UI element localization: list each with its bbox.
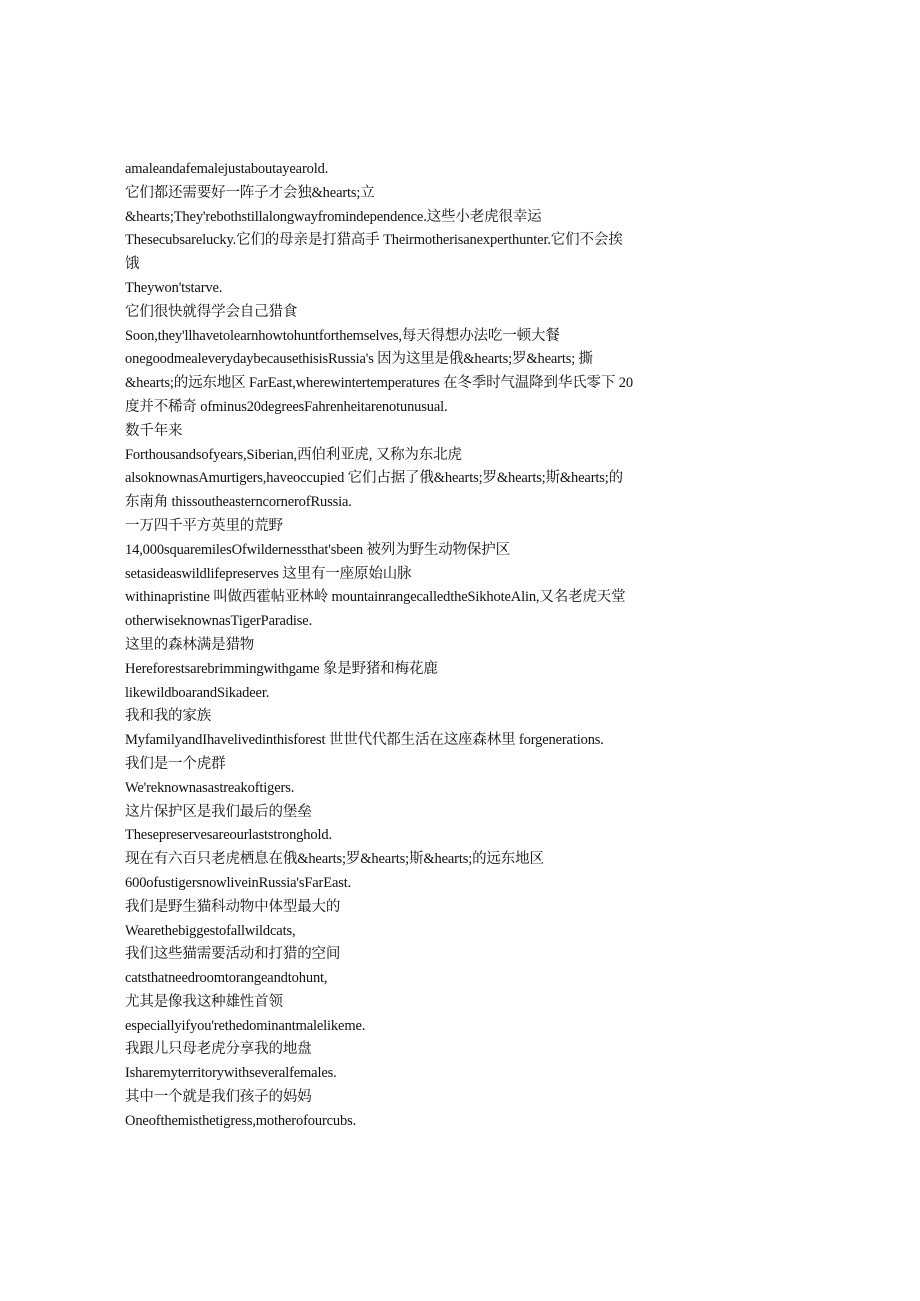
text-line: Soon,they'llhavetolearnhowtohuntforthemselves,每天得想办法吃一顿大餐 (125, 327, 560, 344)
text-line: especiallyifyou'rethedominantmalelikeme. (125, 1017, 366, 1034)
text-line: 14,000squaremilesOfwildernessthat'sbeen 被列为野生动物保护区 (125, 541, 510, 558)
text-line: 我们是野生猫科动物中体型最大的 (125, 898, 341, 915)
text-line: 度并不稀奇 ofminus20degreesFahrenheitarenotunusual. (125, 398, 448, 415)
text-line: 数千年来 (125, 422, 183, 439)
text-line: 我们是一个虎群 (125, 755, 226, 772)
text-line: 它们很快就得学会自己猎食 (125, 303, 298, 320)
text-line: 尤其是像我这种雄性首领 (125, 993, 283, 1010)
text-line: Thesecubsarelucky.它们的母亲是打猎高手 Theirmotherisanexperthunter.它们不会挨 (125, 232, 623, 249)
text-line: withinapristine 叫做西霍帖亚林岭 mountainrangecalledtheSikhoteAlin,又名老虎天堂 (125, 589, 626, 606)
text-line: Theywon'tstarve. (125, 279, 223, 296)
text-line: 饿 (125, 256, 140, 273)
text-line: 现在有六百只老虎栖息在俄&hearts;罗&hearts;斯&hearts;的远东地区 (125, 851, 544, 868)
text-line: Thesepreservesareourlaststronghold. (125, 827, 332, 844)
text-line: &hearts;的远东地区 FarEast,wherewintertemperatures 在冬季时气温降到华氏零下 20 (125, 375, 633, 392)
text-line: Wearethebiggestofallwildcats, (125, 922, 296, 939)
text-line: amaleandafemalejustaboutayearold. (125, 161, 329, 177)
text-line: likewildboarandSikadeer. (125, 684, 270, 701)
text-line: &hearts;They'rebothstillalongwayfromindependence.这些小老虎很幸运 (125, 208, 542, 225)
text-line: 这里的森林满是猎物 (125, 636, 255, 653)
text-line: Oneofthemisthetigress,motherofourcubs. (125, 1112, 357, 1129)
text-line: 东南角 thissoutheasterncornerofRussia. (125, 494, 352, 511)
text-line: Hereforestsarebrimmingwithgame 象是野猪和梅花鹿 (125, 660, 438, 677)
text-line: 一万四千平方英里的荒野 (125, 517, 283, 534)
text-line: alsoknownasAmurtigers,haveoccupied 它们占据了俄&hearts;罗&hearts;斯&hearts;的 (125, 470, 623, 487)
text-line: 其中一个就是我们孩子的妈妈 (125, 1089, 312, 1106)
text-line: 它们都还需要好一阵子才会独&hearts;立 (125, 184, 375, 201)
text-line: otherwiseknownasTigerParadise. (125, 613, 313, 630)
text-line: onegoodmealeverydaybecausethisisRussia's 因为这里是俄&hearts;罗&hearts; 撕 (125, 351, 593, 368)
text-line: Forthousandsofyears,Siberian,西伯利亚虎, 又称为东北虎 (125, 446, 462, 463)
document-text (125, 158, 725, 1134)
text-line: 我跟儿只母老虎分享我的地盘 (125, 1041, 312, 1058)
text-line: 600ofustigersnowliveinRussia'sFarEast. (125, 874, 352, 891)
text-line: setasideaswildlifepreserves 这里有一座原始山脉 (125, 565, 412, 582)
text-line: 这片保护区是我们最后的堡垒 (125, 803, 312, 820)
text-line: Isharemyterritorywithseveralfemales. (125, 1065, 337, 1082)
text-line: 我和我的家族 (125, 708, 212, 725)
text-line: We'reknownasastreakoftigers. (125, 779, 295, 796)
text-line: catsthatneedroomtorangeandtohunt, (125, 970, 328, 987)
text-line: MyfamilyandIhavelivedinthisforest 世世代代都生活在这座森林里 forgenerations. (125, 732, 604, 749)
text-line: 我们这些猫需要活动和打猎的空间 (125, 946, 341, 963)
